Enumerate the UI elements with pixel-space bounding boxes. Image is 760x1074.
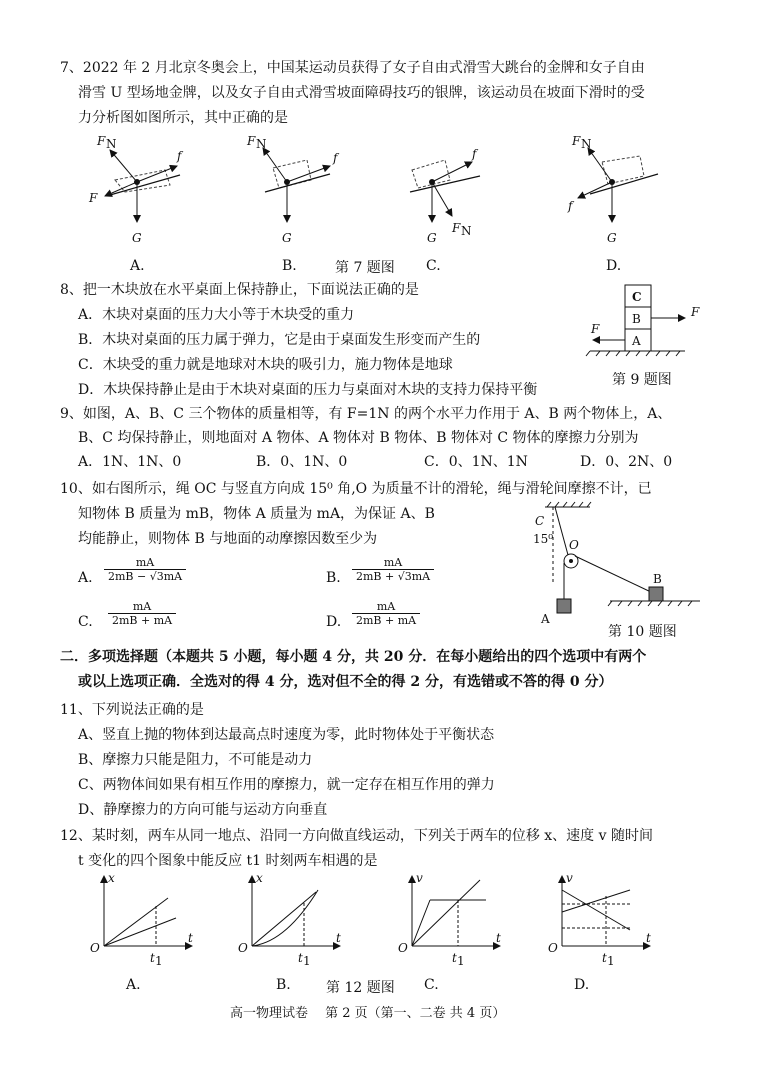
q9-option-b: B．0、1N、0 (256, 454, 348, 470)
svg-text:G: G (282, 231, 292, 245)
q12-option-c: C. (424, 977, 439, 993)
q9-figure-caption: 第 9 题图 (612, 372, 672, 388)
q7-figure-caption: 第 7 题图 (335, 260, 395, 276)
q12-graph-a (88, 870, 198, 970)
svg-text:v: v (416, 871, 423, 885)
svg-text:x: x (256, 871, 263, 885)
q10-option-a-fraction (104, 556, 186, 583)
q10-option-b-denominator: 2mB + √3mA (356, 570, 431, 583)
svg-text:f: f (568, 199, 573, 213)
svg-text:G: G (427, 231, 437, 245)
q9-figure (585, 283, 715, 363)
svg-text:t: t (496, 931, 501, 945)
q10-option-a-numerator: mA (104, 556, 186, 570)
q10-option-d-numerator: mA (352, 600, 420, 614)
q10-line3: 均能静止，则物体 B 与地面的动摩擦因数至少为 (78, 531, 378, 547)
q12-line1: 12、某时刻，两车从同一地点、沿同一方向做直线运动，下列关于两车的位移 x、速度 v 随时间 (60, 828, 653, 844)
q10-figure-caption: 第 10 题图 (608, 624, 677, 640)
q9-line1: 9、如图，A、B、C 三个物体的质量相等，有 F=1N 的两个水平力作用于 A、B 两个物体上，A、 (60, 406, 672, 422)
section2-line2: 或以上选项正确．全选对的得 4 分，选对但不全的得 2 分，有选错或不答的得 0 分） (78, 674, 613, 690)
svg-text:O: O (548, 941, 558, 955)
q7-line2: 滑雪 U 型场地金牌，以及女子自由式滑雪坡面障碍技巧的银牌，该运动员在坡面下滑时的受 (78, 85, 645, 101)
svg-text:C: C (535, 514, 545, 528)
q7-figure-d (560, 130, 670, 250)
svg-text:v: v (566, 871, 573, 885)
q10-line2: 知物体 B 质量为 mB，物体 A 质量为 mA，为保证 A、B (78, 506, 435, 522)
q10-option-d-label: D. (326, 614, 342, 630)
q12-graph-c (396, 870, 506, 970)
svg-text:N: N (581, 137, 592, 151)
svg-text:f: f (472, 147, 477, 161)
svg-text:A: A (632, 334, 641, 348)
q10-option-c-fraction (108, 600, 176, 627)
q7-option-c: C. (426, 258, 441, 274)
svg-text:F: F (89, 191, 98, 205)
q10-option-a-label: A. (78, 570, 93, 586)
svg-text:1: 1 (303, 954, 311, 968)
q7-line1: 7、2022 年 2 月北京冬奥会上，中国某运动员获得了女子自由式滑雪大跳台的金牌和女子自由 (60, 60, 645, 76)
q10-option-c-label: C. (78, 614, 93, 630)
svg-text:O: O (398, 941, 408, 955)
svg-text:t: t (646, 931, 651, 945)
q7-figure-c (390, 130, 500, 250)
svg-text:F: F (691, 305, 700, 319)
svg-text:F: F (572, 134, 581, 148)
svg-text:B: B (632, 312, 641, 326)
svg-text:t: t (298, 951, 303, 965)
q11-option-a: A、竖直上抛的物体到达最高点时速度为零，此时物体处于平衡状态 (78, 727, 495, 743)
svg-text:F: F (591, 322, 600, 336)
q7-figure-b (235, 130, 345, 250)
q8-option-b: B．木块对桌面的压力属于弹力，它是由于桌面发生形变而产生的 (78, 332, 481, 348)
q9-option-d: D．0、2N、0 (580, 454, 673, 470)
q12-graph-b (236, 870, 346, 970)
q11-stem: 11、下列说法正确的是 (60, 702, 204, 718)
svg-text:G: G (132, 231, 142, 245)
q7-figure-a (85, 130, 195, 250)
svg-text:N: N (461, 224, 472, 238)
q12-graph-d (546, 870, 656, 970)
svg-text:t: t (452, 951, 457, 965)
section2-line1: 二．多项选择题（本题共 5 小题，每小题 4 分，共 20 分．在每小题给出的四个选项中有两个 (60, 649, 647, 665)
svg-text:N: N (106, 137, 117, 151)
q8-stem: 8、把一木块放在水平桌面上保持静止，下面说法正确的是 (60, 282, 419, 298)
q8-option-a: A．木块对桌面的压力大小等于木块受的重力 (78, 307, 355, 323)
svg-text:t: t (150, 951, 155, 965)
q10-option-b-fraction (352, 556, 434, 583)
q9-option-c: C．0、1N、1N (424, 454, 528, 470)
q9-option-a: A．1N、1N、0 (78, 454, 182, 470)
svg-text:B: B (653, 572, 662, 586)
q7-option-b: B. (282, 258, 297, 274)
q7-option-a: A. (130, 258, 145, 274)
svg-text:O: O (569, 538, 579, 552)
q10-option-d-fraction (352, 600, 420, 627)
svg-text:t: t (336, 931, 341, 945)
svg-text:1: 1 (155, 954, 163, 968)
q10-option-d-denominator: 2mB + mA (356, 614, 417, 627)
svg-text:C: C (632, 290, 642, 304)
svg-text:N: N (256, 137, 267, 151)
svg-text:F: F (247, 134, 256, 148)
q12-option-d: D. (574, 977, 590, 993)
q12-option-a: A. (126, 977, 141, 993)
q10-option-c-numerator: mA (108, 600, 176, 614)
page-footer: 高一物理试卷 第 2 页（第一、二卷 共 4 页） (230, 1006, 506, 1021)
q7-option-d: D. (606, 258, 622, 274)
q12-line2: t 变化的四个图象中能反应 t1 时刻两车相遇的是 (78, 853, 378, 869)
q10-option-a-denominator: 2mB − √3mA (108, 570, 183, 583)
q10-option-b-numerator: mA (352, 556, 434, 570)
svg-text:A: A (541, 612, 550, 626)
svg-text:O: O (238, 941, 248, 955)
svg-text:t: t (602, 951, 607, 965)
q12-option-b: B. (276, 977, 291, 993)
q11-option-d: D、静摩擦力的方向可能与运动方向垂直 (78, 802, 328, 818)
q8-option-d: D．木块保持静止是由于木块对桌面的压力与桌面对木块的支持力保持平衡 (78, 382, 538, 398)
q10-option-b-label: B. (326, 570, 341, 586)
svg-text:x: x (108, 871, 115, 885)
svg-text:15⁰: 15⁰ (533, 532, 554, 546)
q11-option-b: B、摩擦力只能是阻力，不可能是动力 (78, 752, 313, 768)
q10-option-c-denominator: 2mB + mA (112, 614, 173, 627)
svg-text:1: 1 (457, 954, 465, 968)
q10-line1: 10、如右图所示，绳 OC 与竖直方向成 15⁰ 角,O 为质量不计的滑轮，绳与滑轮间摩擦不计，已 (60, 481, 652, 497)
q7-line3: 力分析图如图所示，其中正确的是 (78, 110, 288, 126)
svg-text:F: F (452, 221, 461, 235)
svg-text:G: G (607, 231, 617, 245)
q12-figure-caption: 第 12 题图 (326, 980, 395, 996)
q11-option-c: C、两物体间如果有相互作用的摩擦力，就一定存在相互作用的弹力 (78, 777, 495, 793)
svg-text:1: 1 (607, 954, 615, 968)
svg-text:O: O (90, 941, 100, 955)
svg-text:F: F (97, 134, 106, 148)
svg-text:f: f (333, 151, 338, 165)
q10-figure (515, 505, 705, 625)
svg-text:f: f (177, 149, 182, 163)
svg-text:t: t (188, 931, 193, 945)
q9-line2: B、C 均保持静止，则地面对 A 物体、A 物体对 B 物体、B 物体对 C 物体的摩擦力分别为 (78, 430, 639, 446)
q8-option-c: C．木块受的重力就是地球对木块的吸引力，施力物体是地球 (78, 357, 453, 373)
